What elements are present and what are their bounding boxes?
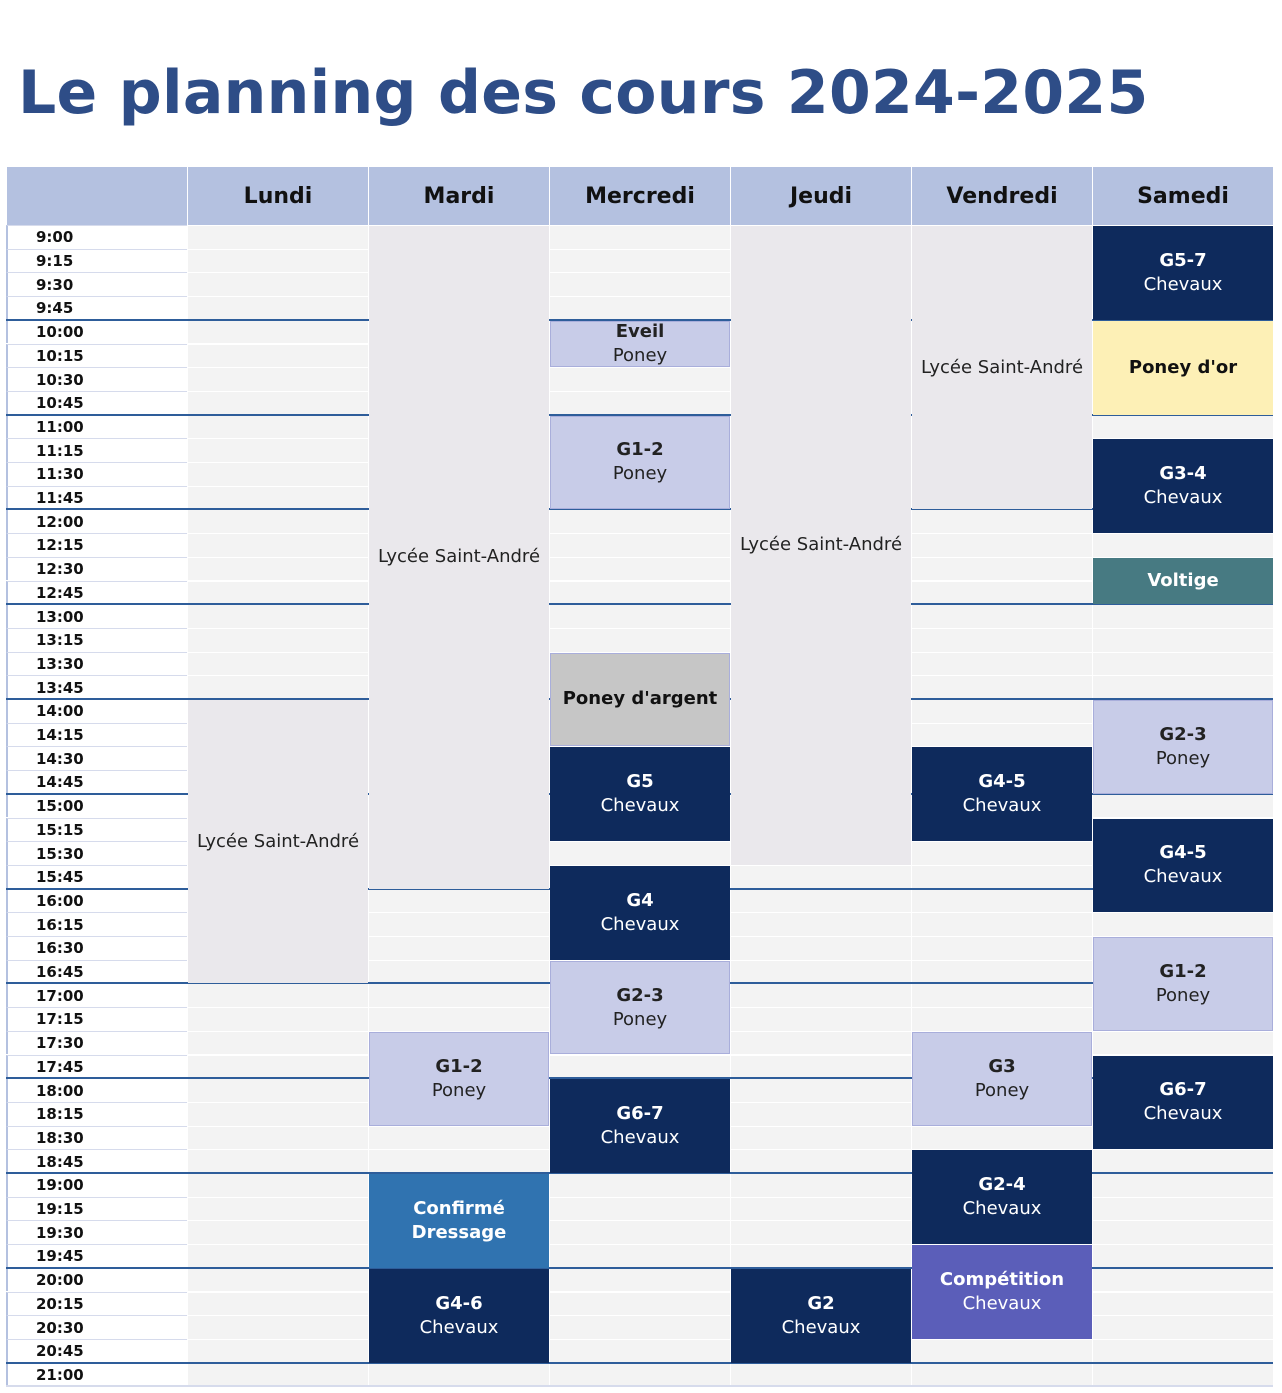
empty-slot[interactable]: [187, 1315, 368, 1339]
time-label: 15:00: [6, 794, 187, 818]
empty-slot[interactable]: [911, 841, 1092, 865]
empty-slot[interactable]: [730, 983, 911, 1007]
empty-slot[interactable]: [187, 1220, 368, 1244]
empty-slot[interactable]: [911, 1363, 1092, 1387]
empty-slot[interactable]: [549, 557, 730, 581]
event-title: Voltige: [1147, 569, 1219, 591]
event-subtitle: Chevaux: [419, 1316, 499, 1338]
time-label: 18:30: [6, 1126, 187, 1150]
empty-slot[interactable]: [730, 1149, 911, 1173]
event-subtitle: Poney: [1155, 747, 1211, 769]
time-label: 13:30: [6, 652, 187, 676]
empty-slot[interactable]: [187, 296, 368, 320]
event-subtitle: Chevaux: [1143, 487, 1223, 509]
event-subtitle: Chevaux: [962, 1292, 1042, 1314]
empty-slot[interactable]: [1092, 1292, 1273, 1316]
page-title: Le planning des cours 2024-2025: [18, 58, 1149, 128]
time-label: 19:45: [6, 1244, 187, 1268]
day-header-samedi: Samedi: [1092, 167, 1273, 225]
empty-slot[interactable]: [549, 581, 730, 605]
empty-slot[interactable]: [1092, 1220, 1273, 1244]
event-poney-d-or[interactable]: [1093, 321, 1273, 415]
time-label: 16:00: [6, 889, 187, 913]
empty-slot[interactable]: [911, 1126, 1092, 1150]
empty-slot[interactable]: [911, 912, 1092, 936]
event-title: G4-6: [435, 1292, 483, 1314]
empty-slot[interactable]: [730, 1007, 911, 1031]
empty-slot[interactable]: [1092, 604, 1273, 628]
empty-slot[interactable]: [1092, 1197, 1273, 1221]
event-subtitle: Poney: [431, 1079, 487, 1101]
event-title: Eveil: [615, 321, 665, 342]
empty-slot[interactable]: [730, 1031, 911, 1055]
event-g5-7[interactable]: [1093, 226, 1273, 320]
time-label: 14:00: [6, 699, 187, 723]
empty-slot[interactable]: [368, 960, 549, 984]
event-title: G3: [988, 1055, 1016, 1077]
empty-slot[interactable]: [549, 391, 730, 415]
empty-slot[interactable]: [187, 1339, 368, 1363]
empty-slot[interactable]: [187, 557, 368, 581]
event-g2[interactable]: [731, 1269, 911, 1363]
event-confirm-[interactable]: [369, 1174, 549, 1268]
empty-slot[interactable]: [1092, 1339, 1273, 1363]
time-label: 15:45: [6, 865, 187, 889]
empty-slot[interactable]: [187, 462, 368, 486]
day-header-jeudi: Jeudi: [730, 167, 911, 225]
empty-slot[interactable]: [730, 889, 911, 913]
time-label: 11:30: [6, 462, 187, 486]
event-g1-2[interactable]: [550, 416, 730, 510]
empty-slot[interactable]: [730, 936, 911, 960]
event-subtitle: Chevaux: [962, 1198, 1042, 1220]
empty-slot[interactable]: [549, 841, 730, 865]
empty-slot[interactable]: [187, 509, 368, 533]
time-label: 19:30: [6, 1220, 187, 1244]
empty-slot[interactable]: [911, 604, 1092, 628]
day-header-mercredi: Mercredi: [549, 167, 730, 225]
event-subtitle: Lycée Saint-André: [196, 830, 360, 852]
event-g4-5[interactable]: [1093, 819, 1273, 913]
empty-slot[interactable]: [187, 581, 368, 605]
grid-bottom-border: [6, 1385, 1273, 1387]
empty-slot[interactable]: [187, 1126, 368, 1150]
event-title: Confirmé: [413, 1197, 505, 1219]
empty-slot[interactable]: [911, 628, 1092, 652]
day-header-mardi: Mardi: [368, 167, 549, 225]
empty-slot[interactable]: [1092, 1149, 1273, 1173]
empty-slot[interactable]: [368, 889, 549, 913]
time-label: 9:15: [6, 249, 187, 273]
event-subtitle: Poney: [974, 1079, 1030, 1101]
time-label: 10:00: [6, 320, 187, 344]
empty-slot[interactable]: [187, 1268, 368, 1292]
empty-slot[interactable]: [368, 1126, 549, 1150]
event-title: G2: [807, 1292, 835, 1314]
event-subtitle: Poney: [612, 463, 668, 485]
event-g1-2[interactable]: [1093, 937, 1273, 1031]
empty-slot[interactable]: [187, 320, 368, 344]
empty-slot[interactable]: [730, 1197, 911, 1221]
time-label: 9:45: [6, 296, 187, 320]
empty-slot[interactable]: [911, 509, 1092, 533]
empty-slot[interactable]: [549, 296, 730, 320]
time-label: 18:00: [6, 1078, 187, 1102]
time-label: 20:30: [6, 1315, 187, 1339]
empty-slot[interactable]: [1092, 1173, 1273, 1197]
empty-slot[interactable]: [187, 652, 368, 676]
time-label: 14:15: [6, 723, 187, 747]
time-label: 16:45: [6, 960, 187, 984]
event-title: G4: [626, 889, 654, 911]
empty-slot[interactable]: [549, 1315, 730, 1339]
empty-slot[interactable]: [549, 272, 730, 296]
empty-slot[interactable]: [549, 249, 730, 273]
time-label: 18:15: [6, 1102, 187, 1126]
time-label: 20:45: [6, 1339, 187, 1363]
time-label: 11:00: [6, 415, 187, 439]
time-label: 20:15: [6, 1292, 187, 1316]
event-lyc-e-saint-andr-[interactable]: [369, 226, 549, 889]
empty-slot[interactable]: [187, 367, 368, 391]
empty-slot[interactable]: [187, 604, 368, 628]
event-title: G4-5: [978, 771, 1026, 793]
header-corner: [6, 167, 187, 225]
day-header-lundi: Lundi: [187, 167, 368, 225]
time-label: 10:15: [6, 344, 187, 368]
empty-slot[interactable]: [187, 415, 368, 439]
empty-slot[interactable]: [911, 865, 1092, 889]
empty-slot[interactable]: [911, 936, 1092, 960]
time-label: 12:15: [6, 533, 187, 557]
empty-slot[interactable]: [1092, 1031, 1273, 1055]
empty-slot[interactable]: [911, 581, 1092, 605]
event-title: G1-2: [435, 1055, 483, 1077]
event-title: G3-4: [1159, 463, 1207, 485]
empty-slot[interactable]: [549, 604, 730, 628]
empty-slot[interactable]: [187, 1055, 368, 1079]
hour-separator: [6, 1362, 1273, 1364]
event-poney-d-argent[interactable]: [550, 653, 730, 747]
empty-slot[interactable]: [368, 1149, 549, 1173]
empty-slot[interactable]: [187, 983, 368, 1007]
time-label: 11:15: [6, 438, 187, 462]
event-voltige[interactable]: [1093, 558, 1273, 604]
empty-slot[interactable]: [1092, 533, 1273, 557]
empty-slot[interactable]: [911, 1339, 1092, 1363]
empty-slot[interactable]: [368, 936, 549, 960]
event-title: Poney d'argent: [562, 688, 718, 710]
event-subtitle: Lycée Saint-André: [739, 534, 903, 556]
event-g6-7[interactable]: [1093, 1056, 1273, 1150]
event-lyc-e-saint-andr-[interactable]: [912, 226, 1092, 509]
empty-slot[interactable]: [549, 1292, 730, 1316]
empty-slot[interactable]: [911, 533, 1092, 557]
empty-slot[interactable]: [549, 628, 730, 652]
event-subtitle: Lycée Saint-André: [920, 356, 1084, 378]
event-title: G1-2: [616, 439, 664, 461]
empty-slot[interactable]: [730, 865, 911, 889]
empty-slot[interactable]: [187, 1292, 368, 1316]
time-label: 17:00: [6, 983, 187, 1007]
empty-slot[interactable]: [911, 557, 1092, 581]
event-g2-3[interactable]: [550, 961, 730, 1055]
event-subtitle: Poney: [612, 1008, 668, 1030]
empty-slot[interactable]: [549, 1363, 730, 1387]
event-comp-tition[interactable]: [912, 1245, 1092, 1339]
time-label: 11:45: [6, 486, 187, 510]
empty-slot[interactable]: [187, 344, 368, 368]
empty-slot[interactable]: [1092, 1363, 1273, 1387]
empty-slot[interactable]: [911, 652, 1092, 676]
empty-slot[interactable]: [1092, 912, 1273, 936]
event-subtitle: Chevaux: [600, 913, 680, 935]
empty-slot[interactable]: [368, 912, 549, 936]
event-g3[interactable]: [912, 1032, 1092, 1126]
empty-slot[interactable]: [187, 1149, 368, 1173]
day-header-vendredi: Vendredi: [911, 167, 1092, 225]
time-label: 12:45: [6, 581, 187, 605]
empty-slot[interactable]: [730, 1102, 911, 1126]
empty-slot[interactable]: [368, 983, 549, 1007]
event-g2-4[interactable]: [912, 1150, 1092, 1244]
time-label: 9:30: [6, 272, 187, 296]
empty-slot[interactable]: [187, 225, 368, 249]
empty-slot[interactable]: [549, 367, 730, 391]
event-g4-5[interactable]: [912, 747, 1092, 841]
empty-slot[interactable]: [549, 1220, 730, 1244]
event-title: G4-5: [1159, 842, 1207, 864]
empty-slot[interactable]: [911, 723, 1092, 747]
event-title: G5-7: [1159, 249, 1207, 271]
event-title: G2-3: [1159, 723, 1207, 745]
empty-slot[interactable]: [1092, 794, 1273, 818]
time-label: 12:30: [6, 557, 187, 581]
event-title: Compétition: [939, 1268, 1065, 1290]
time-label: 18:45: [6, 1149, 187, 1173]
empty-slot[interactable]: [187, 438, 368, 462]
time-label: 13:00: [6, 604, 187, 628]
empty-slot[interactable]: [911, 699, 1092, 723]
empty-slot[interactable]: [187, 486, 368, 510]
event-subtitle: Chevaux: [962, 795, 1042, 817]
empty-slot[interactable]: [187, 1244, 368, 1268]
empty-slot[interactable]: [187, 272, 368, 296]
event-subtitle: Chevaux: [600, 1127, 680, 1149]
empty-slot[interactable]: [187, 1007, 368, 1031]
event-subtitle: Dressage: [411, 1221, 507, 1243]
empty-slot[interactable]: [549, 1244, 730, 1268]
time-label: 10:30: [6, 367, 187, 391]
time-label: 15:30: [6, 841, 187, 865]
time-label: 15:15: [6, 818, 187, 842]
empty-slot[interactable]: [911, 889, 1092, 913]
event-title: Poney d'or: [1128, 356, 1238, 378]
time-label: 20:00: [6, 1268, 187, 1292]
event-subtitle: Chevaux: [600, 795, 680, 817]
empty-slot[interactable]: [187, 628, 368, 652]
event-subtitle: Poney: [612, 345, 668, 366]
time-label: 14:45: [6, 770, 187, 794]
empty-slot[interactable]: [730, 960, 911, 984]
time-label: 12:00: [6, 509, 187, 533]
empty-slot[interactable]: [549, 225, 730, 249]
empty-slot[interactable]: [1092, 1315, 1273, 1339]
event-title: G2-3: [616, 984, 664, 1006]
time-label: 19:15: [6, 1197, 187, 1221]
event-lyc-e-saint-andr-[interactable]: [188, 700, 368, 983]
empty-slot[interactable]: [187, 1173, 368, 1197]
empty-slot[interactable]: [1092, 628, 1273, 652]
time-label: 10:45: [6, 391, 187, 415]
empty-slot[interactable]: [187, 1197, 368, 1221]
event-subtitle: Chevaux: [781, 1316, 861, 1338]
empty-slot[interactable]: [911, 960, 1092, 984]
empty-slot[interactable]: [187, 675, 368, 699]
event-g4-6[interactable]: [369, 1269, 549, 1363]
empty-slot[interactable]: [549, 1197, 730, 1221]
empty-slot[interactable]: [730, 1220, 911, 1244]
empty-slot[interactable]: [187, 533, 368, 557]
empty-slot[interactable]: [368, 1363, 549, 1387]
event-lyc-e-saint-andr-[interactable]: [731, 226, 911, 865]
empty-slot[interactable]: [1092, 675, 1273, 699]
empty-slot[interactable]: [187, 249, 368, 273]
empty-slot[interactable]: [1092, 1244, 1273, 1268]
hour-separator: [6, 603, 1273, 605]
time-label: 21:00: [6, 1363, 187, 1387]
empty-slot[interactable]: [187, 1078, 368, 1102]
time-label: 17:15: [6, 1007, 187, 1031]
event-title: G6-7: [1159, 1079, 1207, 1101]
empty-slot[interactable]: [549, 509, 730, 533]
empty-slot[interactable]: [911, 1007, 1092, 1031]
event-title: G6-7: [616, 1103, 664, 1125]
event-g5[interactable]: [550, 747, 730, 841]
time-label: 16:15: [6, 912, 187, 936]
event-title: G1-2: [1159, 960, 1207, 982]
event-g1-2[interactable]: [369, 1032, 549, 1126]
event-subtitle: Poney: [1155, 984, 1211, 1006]
empty-slot[interactable]: [1092, 415, 1273, 439]
event-g4[interactable]: [550, 866, 730, 960]
time-label: 19:00: [6, 1173, 187, 1197]
event-subtitle: Lycée Saint-André: [377, 546, 541, 568]
empty-slot[interactable]: [368, 1007, 549, 1031]
empty-slot[interactable]: [549, 1173, 730, 1197]
empty-slot[interactable]: [911, 983, 1092, 1007]
empty-slot[interactable]: [730, 1126, 911, 1150]
time-label: 17:45: [6, 1055, 187, 1079]
event-g6-7[interactable]: [550, 1079, 730, 1173]
empty-slot[interactable]: [911, 675, 1092, 699]
empty-slot[interactable]: [1092, 652, 1273, 676]
empty-slot[interactable]: [730, 1078, 911, 1102]
event-subtitle: Chevaux: [1143, 1103, 1223, 1125]
time-label: 13:45: [6, 675, 187, 699]
event-eveil[interactable]: [550, 321, 730, 367]
event-subtitle: Chevaux: [1143, 866, 1223, 888]
time-label: 17:30: [6, 1031, 187, 1055]
empty-slot[interactable]: [730, 1244, 911, 1268]
event-g3-4[interactable]: [1093, 439, 1273, 533]
event-title: G2-4: [978, 1174, 1026, 1196]
event-g2-3[interactable]: [1093, 700, 1273, 794]
time-label: 14:30: [6, 746, 187, 770]
empty-slot[interactable]: [1092, 1268, 1273, 1292]
empty-slot[interactable]: [549, 1268, 730, 1292]
empty-slot[interactable]: [730, 1055, 911, 1079]
empty-slot[interactable]: [549, 1339, 730, 1363]
empty-slot[interactable]: [187, 391, 368, 415]
empty-slot[interactable]: [730, 1173, 911, 1197]
empty-slot[interactable]: [730, 1363, 911, 1387]
empty-slot[interactable]: [549, 1055, 730, 1079]
event-title: G5: [626, 771, 654, 793]
event-subtitle: Chevaux: [1143, 273, 1223, 295]
empty-slot[interactable]: [549, 533, 730, 557]
time-label: 16:30: [6, 936, 187, 960]
empty-slot[interactable]: [187, 1102, 368, 1126]
time-label: 9:00: [6, 225, 187, 249]
empty-slot[interactable]: [187, 1031, 368, 1055]
time-label: 13:15: [6, 628, 187, 652]
empty-slot[interactable]: [730, 912, 911, 936]
empty-slot[interactable]: [187, 1363, 368, 1387]
